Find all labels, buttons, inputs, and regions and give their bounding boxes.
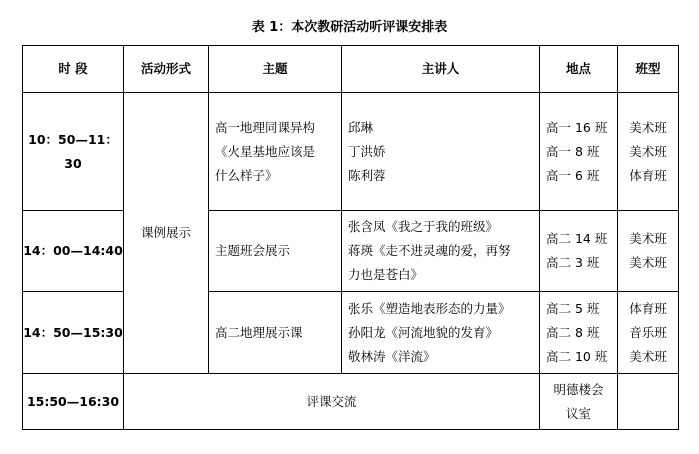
location-cell: 高一 16 班 高一 8 班 高一 6 班 bbox=[540, 93, 618, 211]
header-class-type: 班型 bbox=[618, 46, 679, 93]
header-row bbox=[23, 46, 679, 93]
table-title: 表 1：本次教研活动听评课安排表 bbox=[251, 20, 448, 35]
class-type-cell: 体育班 音乐班 美术班 bbox=[618, 292, 679, 374]
location-cell: 高二 5 班 高二 8 班 高二 10 班 bbox=[540, 292, 618, 374]
location-cell: 明德楼会 议室 bbox=[540, 374, 618, 430]
time-cell: 15:50—16:30 bbox=[23, 374, 124, 430]
table-row bbox=[23, 211, 679, 292]
activity-form-cell: 课例展示 bbox=[124, 93, 209, 374]
time-cell: 14：00—14:40 bbox=[23, 211, 124, 292]
header-speaker: 主讲人 bbox=[342, 46, 540, 93]
table-row bbox=[23, 93, 679, 211]
speaker-cell: 张乐《塑造地表形态的力量》 孙阳龙《河流地貌的发育》 敬林涛《洋流》 bbox=[342, 292, 540, 374]
speaker-cell: 张含凤《我之于我的班级》 蒋瑛《走不进灵魂的爱，再努 力也是苍白》 bbox=[342, 211, 540, 292]
class-type-cell bbox=[618, 374, 679, 430]
class-type-cell: 美术班 美术班 bbox=[618, 211, 679, 292]
topic-cell: 主题班会展示 bbox=[209, 211, 342, 292]
header-location: 地点 bbox=[540, 46, 618, 93]
table-row bbox=[23, 374, 679, 430]
header-period: 时 段 bbox=[23, 46, 124, 93]
topic-cell: 高一地理同课异构 《火星基地应该是 什么样子》 bbox=[209, 93, 342, 211]
class-type-cell: 美术班 美术班 体育班 bbox=[618, 93, 679, 211]
topic-cell: 高二地理展示课 bbox=[209, 292, 342, 374]
header-topic: 主题 bbox=[209, 46, 342, 93]
header-form: 活动形式 bbox=[124, 46, 209, 93]
time-cell: 14：50—15:30 bbox=[23, 292, 124, 374]
time-cell: 10：50—11：30 bbox=[23, 93, 124, 211]
speaker-cell: 邱琳 丁洪娇 陈利蓉 bbox=[342, 93, 540, 211]
activity-cell: 评课交流 bbox=[124, 374, 540, 430]
schedule-table bbox=[22, 45, 679, 430]
location-cell: 高二 14 班 高二 3 班 bbox=[540, 211, 618, 292]
table-row bbox=[23, 292, 679, 374]
